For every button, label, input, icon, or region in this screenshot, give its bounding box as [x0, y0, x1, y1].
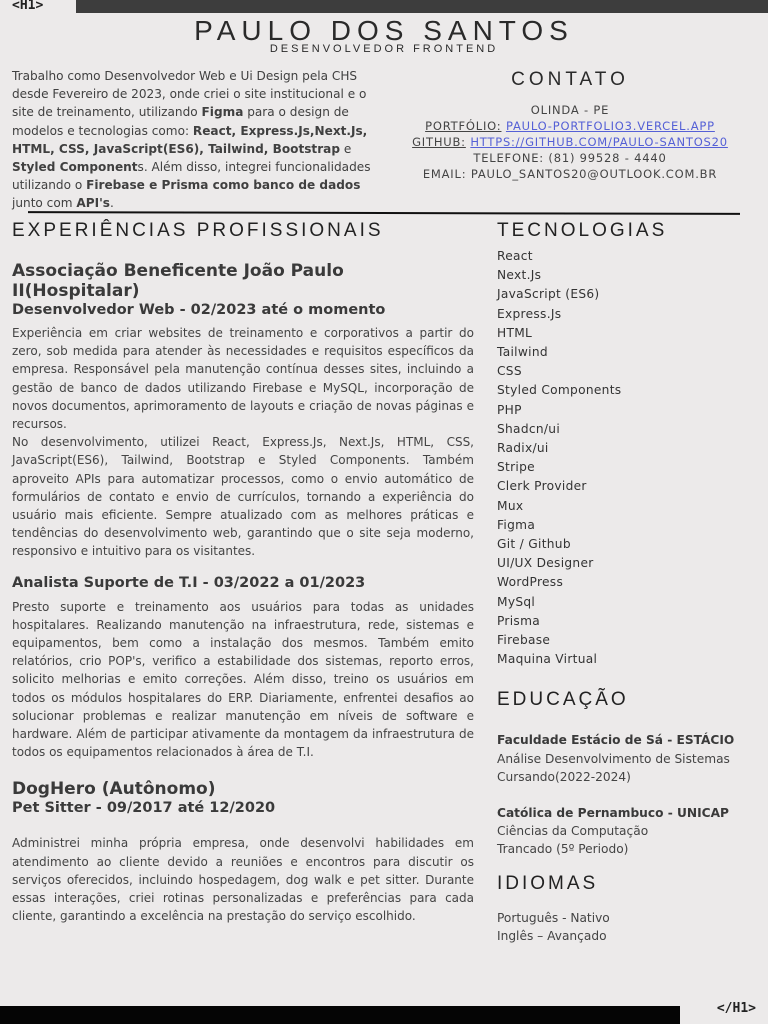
contact-portfolio: PORTFÓLIO: PAULO-PORTFOLIO3.VERCEL.APP	[425, 119, 715, 133]
education-school: Católica de Pernambuco - UNICAP	[497, 806, 729, 821]
education-status: Trancado (5º Periodo)	[497, 842, 629, 857]
list-item: Prisma	[497, 613, 541, 628]
list-item: Mux	[497, 498, 524, 513]
list-item: CSS	[497, 364, 522, 379]
list-item: Clerk Provider	[497, 479, 587, 494]
list-item: Git / Github	[497, 537, 571, 552]
job-description: Administrei minha própria empresa, onde desenvolvi habilidades em atendimento ao cliente devido a reuniões e encontros para discutir os serviços oferecidos, incluindo hospedagem, dog walk e pet sitter. Durante essas interações, criei rotinas personalizadas e preferências para cada cliente, garantindo a excelência na prestação do serviço escolhido.	[12, 836, 474, 924]
technologies-list	[497, 247, 757, 669]
list-item: PHP	[497, 402, 522, 417]
bottom-bar	[0, 1006, 680, 1024]
languages-heading: IDIOMAS	[497, 872, 599, 894]
education-item	[497, 804, 757, 859]
top-bar	[76, 0, 768, 13]
contact-email: EMAIL: PAULO_SANTOS20@OUTLOOK.COM.BR	[422, 167, 718, 181]
list-item: HTML	[497, 325, 533, 340]
contact-location: OLINDA - PE	[530, 103, 610, 117]
education-school: Faculdade Estácio de Sá - ESTÁCIO	[497, 733, 735, 748]
contact-phone: TELEFONE: (81) 99528 - 4440	[473, 151, 667, 165]
list-item: Inglês – Avançado	[497, 928, 607, 943]
github-link[interactable]: HTTPS://GITHUB.COM/PAULO-SANTOS20	[470, 135, 728, 149]
list-item: Stripe	[497, 460, 535, 475]
portfolio-link[interactable]: PAULO-PORTFOLIO3.VERCEL.APP	[505, 119, 715, 133]
job-role: Analista Suporte de T.I - 03/2022 a 01/2023	[12, 574, 366, 591]
page-title: PAULO DOS SANTOS	[194, 15, 574, 46]
list-item: MySql	[497, 594, 536, 609]
list-item: Express.Js	[497, 306, 562, 321]
list-item: UI/UX Designer	[497, 556, 594, 571]
experience-section	[12, 220, 474, 925]
technologies-heading: TECNOLOGIAS	[497, 220, 668, 241]
experience-heading: EXPERIÊNCIAS PROFISSIONAIS	[12, 220, 384, 241]
contact-heading: CONTATO	[511, 69, 629, 90]
languages-list	[497, 909, 757, 945]
intro-summary: Trabalho como Desenvolvedor Web e Ui Design pela CHS desde Fevereiro de 2023, onde criei o site institucional e o site de treinamento, utilizando Figma para o design de modelos e tecnologias como: React, Express.Js,Next.Js, HTML, CSS, JavaScript(ES6), Tailwind, Bootstrap e Styled Components. Além disso, integrei funcionalidades utilizando o Firebase e Prisma como banco de dados junto com API's.	[12, 69, 371, 211]
list-item: Next.Js	[497, 268, 542, 283]
list-item: Radix/ui	[497, 441, 549, 456]
list-item: Figma	[497, 517, 536, 532]
education-course: Análise Desenvolvimento de Sistemas	[497, 751, 730, 766]
job-role-subtitle: DESENVOLVEDOR FRONTEND	[269, 43, 499, 55]
education-course: Ciências da Computação	[497, 824, 649, 839]
job-description: No desenvolvimento, utilizei React, Express.Js, Next.Js, HTML, CSS, JavaScript(ES6), Tailwind, Bootstrap e Styled Components. Também aproveito APIs para automatizar processos, como o envio automático de formulários de contato e envio de currículos, tornando a experiência do usuário mais eficiente. Sempre atualizado com as melhores práticas e tendências do desenvolvimento web, garantindo que o site seja moderno, responsivo e intuitivo para os visitantes.	[12, 435, 474, 559]
h1-open-tag: <H1>	[12, 0, 44, 13]
job-company: Associação Beneficente João Paulo II(Hospitalar)	[12, 261, 344, 301]
job-description: Presto suporte e treinamento aos usuários para todas as unidades hospitalares. Realizando manutenção na infraestrutura, rede, sistemas e equipamentos, bem como a instalação dos mesmos. Também emito relatórios, crio POP's, verifico a estabilidade dos sistemas, reporto erros, solicito melhorias e emito correções. Além disso, treino os usuários em todos os módulos hospitalares do ERP. Diariamente, enfrentei desafios ao solucionar problemas e realizar manutenção em níveis de software e hardware. Além de participar ativamente da montagem da infraestrutura de todos os equipamentos relacionados à área de T.I.	[12, 599, 474, 760]
list-item: Maquina Virtual	[497, 652, 598, 667]
h1-close-tag: </H1>	[716, 1001, 756, 1016]
job-role: Pet Sitter - 09/2017 até 12/2020	[12, 800, 276, 817]
list-item: React	[497, 249, 533, 263]
list-item: WordPress	[497, 575, 564, 590]
list-item: Firebase	[497, 633, 551, 648]
contact-github: GITHUB: HTTPS://GITHUB.COM/PAULO-SANTOS20	[412, 135, 728, 149]
job-company: DogHero (Autônomo)	[12, 779, 216, 800]
contact-section	[400, 68, 740, 182]
job-role: Desenvolvedor Web - 02/2023 até o momento	[12, 302, 386, 318]
divider	[28, 211, 740, 215]
list-item: JavaScript (ES6)	[497, 287, 600, 302]
education-heading: EDUCAÇÃO	[497, 689, 629, 711]
job-description: Experiência em criar websites de treinamento e corporativos a partir do zero, sob medida para atender às necessidades e requisitos específicos da empresa. Responsável pela manutenção contínua desses sites, incluindo a gestão de banco de dados utilizando Firebase e MySQL, incorporação de novos documentos, aprimoramento de layouts e criação de novas páginas e recursos.	[12, 326, 474, 432]
list-item: Tailwind	[497, 345, 548, 360]
list-item: Shadcn/ui	[497, 421, 561, 436]
education-item	[497, 731, 757, 786]
education-status: Cursando(2022-2024)	[497, 769, 631, 784]
sidebar-column	[497, 220, 757, 945]
list-item: Styled Components	[497, 383, 622, 398]
list-item: Português - Nativo	[497, 910, 610, 925]
